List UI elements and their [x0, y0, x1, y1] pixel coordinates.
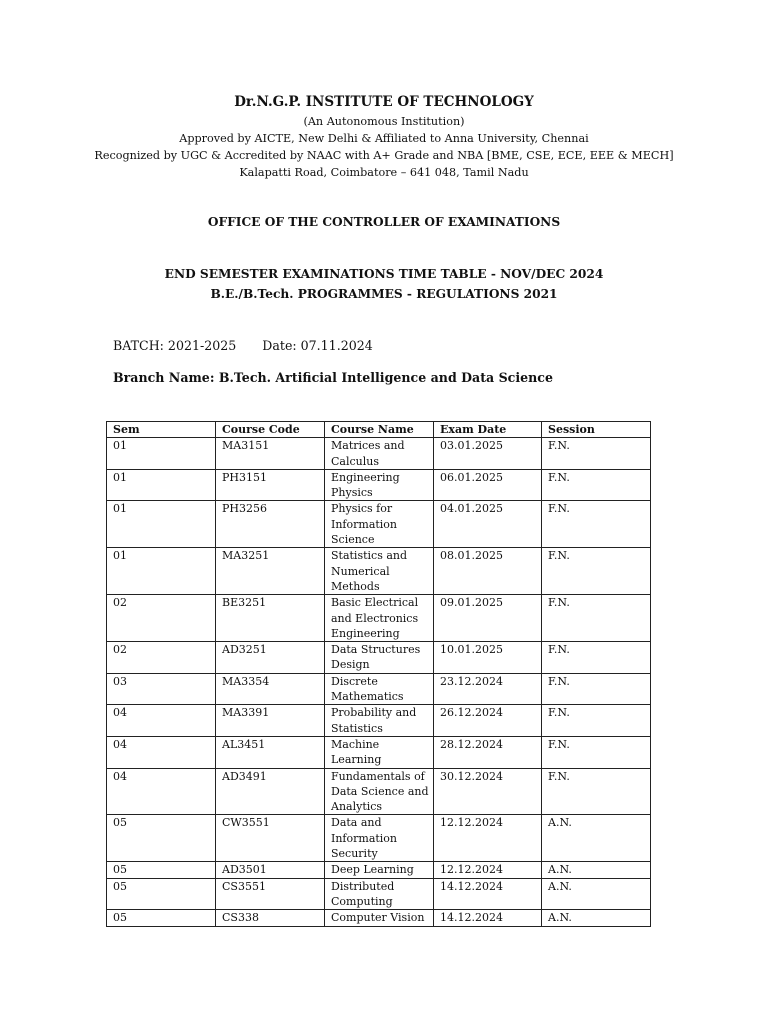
table-row — [107, 642, 651, 674]
table-row — [107, 768, 651, 815]
cell-course-code: MA3251 — [216, 548, 325, 595]
table-row — [107, 815, 651, 862]
cell-course-code: MA3391 — [216, 705, 325, 737]
cell-session: A.N. — [542, 878, 651, 910]
autonomous-note: (An Autonomous Institution) — [303, 115, 465, 128]
cell-course-name: Distributed Computing — [325, 878, 434, 910]
cell-session: A.N. — [542, 862, 651, 878]
cell-course-name: Data Structures Design — [325, 642, 434, 674]
cell-course-name: Fundamentals of Data Science and Analytics — [325, 768, 434, 815]
cell-exam-date: 12.12.2024 — [434, 815, 542, 862]
table-row — [107, 595, 651, 642]
cell-sem: 02 — [107, 595, 216, 642]
cell-sem: 05 — [107, 878, 216, 910]
timetable-title: END SEMESTER EXAMINATIONS TIME TABLE - NOV/DEC 2024 — [164, 267, 604, 281]
cell-course-name: Physics for Information Science — [325, 501, 434, 548]
cell-exam-date: 28.12.2024 — [434, 736, 542, 768]
table-row — [107, 705, 651, 737]
cell-exam-date: 12.12.2024 — [434, 862, 542, 878]
table-row — [107, 878, 651, 910]
cell-course-name: Deep Learning — [325, 862, 434, 878]
cell-course-name: Data and Information Security — [325, 815, 434, 862]
cell-exam-date: 14.12.2024 — [434, 910, 542, 926]
header-course-code: Course Code — [216, 422, 325, 438]
cell-course-code: AL3451 — [216, 736, 325, 768]
cell-course-name: Probability and Statistics — [325, 705, 434, 737]
cell-exam-date: 10.01.2025 — [434, 642, 542, 674]
cell-course-code: CS338 — [216, 910, 325, 926]
table-row — [107, 673, 651, 705]
cell-course-code: CW3551 — [216, 815, 325, 862]
header-exam-date: Exam Date — [434, 422, 542, 438]
cell-course-code: AD3491 — [216, 768, 325, 815]
cell-exam-date: 09.01.2025 — [434, 595, 542, 642]
table-row — [107, 469, 651, 501]
cell-exam-date: 14.12.2024 — [434, 878, 542, 910]
address-line: Kalapatti Road, Coimbatore – 641 048, Tamil Nadu — [239, 166, 529, 179]
cell-course-code: PH3151 — [216, 469, 325, 501]
approval-line: Approved by AICTE, New Delhi & Affiliated to Anna University, Chennai — [179, 132, 589, 145]
timetable-table — [106, 421, 651, 927]
cell-sem: 01 — [107, 501, 216, 548]
cell-course-code: BE3251 — [216, 595, 325, 642]
cell-session: F.N. — [542, 673, 651, 705]
cell-sem: 01 — [107, 469, 216, 501]
table-row — [107, 862, 651, 878]
cell-sem: 04 — [107, 768, 216, 815]
cell-course-name: Discrete Mathematics — [325, 673, 434, 705]
cell-course-name: Statistics and Numerical Methods — [325, 548, 434, 595]
cell-exam-date: 06.01.2025 — [434, 469, 542, 501]
cell-exam-date: 08.01.2025 — [434, 548, 542, 595]
cell-session: F.N. — [542, 736, 651, 768]
batch-label: BATCH: 2021-2025 — [113, 338, 237, 353]
issue-date: Date: 07.11.2024 — [262, 338, 373, 353]
cell-sem: 04 — [107, 705, 216, 737]
cell-course-code: CS3551 — [216, 878, 325, 910]
cell-session: F.N. — [542, 438, 651, 470]
programme-title: B.E./B.Tech. PROGRAMMES - REGULATIONS 2021 — [210, 287, 558, 301]
cell-course-code: AD3501 — [216, 862, 325, 878]
table-row — [107, 501, 651, 548]
cell-sem: 05 — [107, 862, 216, 878]
cell-exam-date: 23.12.2024 — [434, 673, 542, 705]
cell-sem: 01 — [107, 548, 216, 595]
batch-date-row — [113, 338, 373, 353]
cell-course-name: Engineering Physics — [325, 469, 434, 501]
table-row — [107, 548, 651, 595]
cell-course-name: Computer Vision — [325, 910, 434, 926]
cell-exam-date: 30.12.2024 — [434, 768, 542, 815]
table-row — [107, 438, 651, 470]
institute-name: Dr.N.G.P. INSTITUTE OF TECHNOLOGY — [234, 94, 534, 110]
cell-session: F.N. — [542, 642, 651, 674]
cell-course-code: MA3354 — [216, 673, 325, 705]
cell-sem: 03 — [107, 673, 216, 705]
cell-session: F.N. — [542, 501, 651, 548]
cell-course-code: AD3251 — [216, 642, 325, 674]
cell-course-name: Machine Learning — [325, 736, 434, 768]
cell-exam-date: 03.01.2025 — [434, 438, 542, 470]
cell-exam-date: 04.01.2025 — [434, 501, 542, 548]
table-row — [107, 736, 651, 768]
office-heading: OFFICE OF THE CONTROLLER OF EXAMINATIONS — [207, 215, 561, 229]
cell-sem: 01 — [107, 438, 216, 470]
cell-session: F.N. — [542, 768, 651, 815]
cell-sem: 05 — [107, 910, 216, 926]
table-row — [107, 910, 651, 926]
cell-session: F.N. — [542, 469, 651, 501]
cell-sem: 04 — [107, 736, 216, 768]
cell-course-name: Basic Electrical and Electronics Engineering — [325, 595, 434, 642]
branch-name: Branch Name: B.Tech. Artificial Intelligence and Data Science — [113, 370, 553, 385]
header-course-name: Course Name — [325, 422, 434, 438]
table-header-row — [107, 422, 651, 438]
cell-session: A.N. — [542, 910, 651, 926]
header-session: Session — [542, 422, 651, 438]
cell-course-name: Matrices and Calculus — [325, 438, 434, 470]
cell-session: A.N. — [542, 815, 651, 862]
cell-course-code: MA3151 — [216, 438, 325, 470]
cell-exam-date: 26.12.2024 — [434, 705, 542, 737]
cell-session: F.N. — [542, 548, 651, 595]
cell-session: F.N. — [542, 595, 651, 642]
header-sem: Sem — [107, 422, 216, 438]
recognition-line: Recognized by UGC & Accredited by NAAC with A+ Grade and NBA [BME, CSE, ECE, EEE & MECH] — [94, 149, 674, 162]
cell-sem: 02 — [107, 642, 216, 674]
cell-sem: 05 — [107, 815, 216, 862]
cell-session: F.N. — [542, 705, 651, 737]
cell-course-code: PH3256 — [216, 501, 325, 548]
